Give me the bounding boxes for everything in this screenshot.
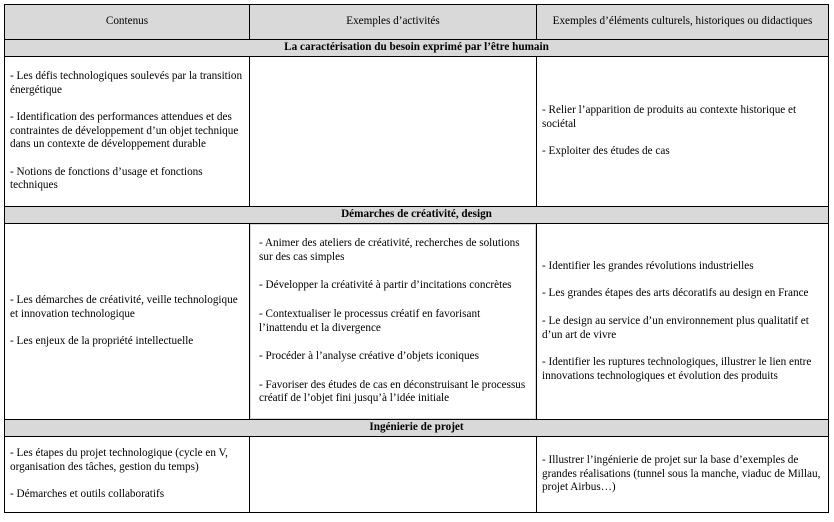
culturels-cell [537,224,829,420]
list-item: - Animer des ateliers de créativité, recherches de solutions sur des cas simples [259,237,520,263]
contenus-cell [5,224,250,420]
section-title: Ingénierie de projet [5,420,829,437]
list-item: - Illustrer l’ingénierie de projet sur la base d’exemples de grandes réalisations (tunnel sous la manche, viaduc de Millau, projet Airbus…) [542,454,821,494]
header-culturels: Exemples d’éléments culturels, historiques ou didactiques [537,5,829,40]
section-title-row [5,420,829,437]
section-title: La caractérisation du besoin exprimé par l’être humain [5,40,829,57]
list-item: - Procéder à l’analyse créative d’objets iconiques [259,350,479,363]
list-item: - Favoriser des études de cas en déconstruisant le processus créatif de l’objet fini jusqu’à l’idée initiale [259,378,526,405]
section-title-row [5,40,829,57]
section-title-row [5,207,829,224]
header-activites: Exemples d’activités [250,5,537,40]
list-item: - Identifier les ruptures technologiques, illustrer le lien entre innovations technologiques et évolution des produits [542,356,812,382]
section-content-row [5,57,829,207]
section-content-row [5,437,829,513]
section-content-row [5,224,829,420]
activites-inset-box [251,225,535,418]
activites-cell [250,224,537,420]
header-row [5,5,829,40]
list-item: - Relier l’apparition de produits au contexte historique et sociétal [542,104,797,130]
header-contenus: Contenus [5,5,250,40]
list-item: - Identifier les grandes révolutions industrielles [542,259,754,272]
list-item: - Le design au service d’un environnement plus qualitatif et d’un art de vivre [542,314,809,341]
curriculum-table-wrapper [4,4,828,513]
culturels-cell [537,437,829,513]
list-item: - Les enjeux de la propriété intellectuelle [10,335,194,348]
list-item: - Exploiter des études de cas [542,145,670,158]
list-item: - Les grandes étapes des arts décoratifs au design en France [542,287,809,300]
list-item: - Démarches et outils collaboratifs [10,488,165,501]
culturels-cell [537,57,829,207]
contenus-cell [5,57,250,207]
list-item: - Les démarches de créativité, veille technologique et innovation technologique [10,294,238,320]
activites-cell [250,57,537,207]
activites-inset-frame [250,224,536,419]
contenus-cell [5,437,250,513]
list-item: - Les étapes du projet technologique (cycle en V, organisation des tâches, gestion du temps) [10,447,228,473]
curriculum-table [4,4,829,513]
list-item: - Développer la créativité à partir d’incitations concrètes [259,279,512,292]
section-title: Démarches de créativité, design [5,207,829,224]
list-item: - Notions de fonctions d’usage et fonctions techniques [10,165,203,192]
list-item: - Contextualiser le processus créatif en favorisant l’inattendu et la divergence [259,307,481,334]
list-item: - Les défis technologiques soulevés par la transition énergétique [10,69,243,96]
list-item: - Identification des performances attendues et des contraintes de développement d’un objet technique dans un contexte de développement durable [10,111,239,151]
activites-cell [250,437,537,513]
